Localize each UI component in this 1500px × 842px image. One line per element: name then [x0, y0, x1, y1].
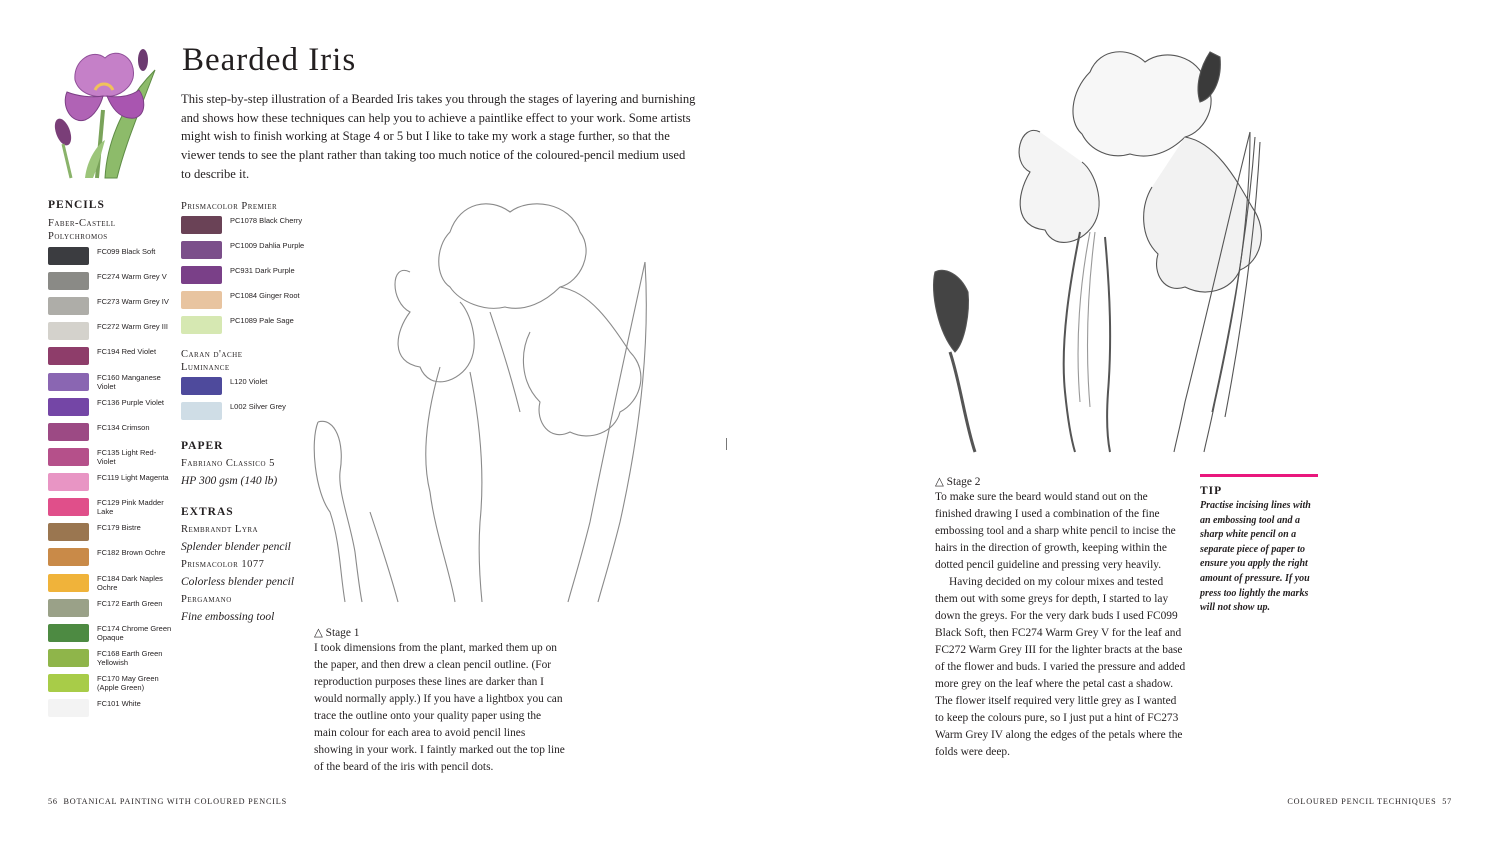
swatch-color [48, 398, 89, 416]
swatch-fc168 [48, 649, 172, 667]
swatch-label: FC184 Dark Naples Ochre [97, 574, 163, 592]
gutter-mark [726, 438, 727, 450]
swatch-fc184 [48, 574, 172, 592]
extras-product-3: Fine embossing tool [181, 611, 275, 623]
swatch-label: FC129 Pink Madder Lake [97, 498, 164, 516]
swatch-fc119 [48, 473, 172, 491]
swatch-color [48, 448, 89, 466]
swatch-label: FC174 Chrome Green Opaque [97, 624, 172, 642]
swatch-color [48, 574, 89, 592]
swatch-pc1078 [181, 216, 305, 234]
swatch-fc174 [48, 624, 172, 642]
swatch-fc099 [48, 247, 172, 265]
swatch-label: FC160 Manganese Violet [97, 373, 161, 391]
page-number-left: 56 [48, 797, 58, 806]
swatch-color [48, 272, 89, 290]
tip-text: Practise incising lines with an embossing tool and a sharp white pencil on a separate piece of paper to ensure you apply the right amount of pressure. If you press too lightly the marks will not show up. [1200, 500, 1311, 614]
swatch-fc101 [48, 699, 172, 717]
swatch-fc179 [48, 523, 172, 541]
footer-left [48, 797, 287, 806]
swatch-pc1084 [181, 291, 305, 309]
swatch-label: FC179 Bistre [97, 523, 141, 532]
swatch-label: FC273 Warm Grey IV [97, 297, 169, 306]
stage2-shaded-drawing [930, 42, 1280, 454]
swatch-color [48, 548, 89, 566]
swatch-color [181, 241, 222, 259]
chapter-title: COLOURED PENCIL TECHNIQUES [1287, 797, 1437, 806]
swatch-color [181, 266, 222, 284]
intro-paragraph: This step-by-step illustration of a Bearded Iris takes you through the stages of layering and burnishing and shows how these techniques can help you to achieve a paintlike effect to your work. Some artists might wish to finish working at Stage 4 or 5 but I like to take my work a stage further, so that the viewer tends to see the plant rather than taking too much notice of the coloured-pencil medium used to describe it. [181, 92, 696, 181]
swatch-color [48, 674, 89, 692]
swatch-fc134 [48, 423, 172, 441]
swatch-label: FC136 Purple Violet [97, 398, 164, 407]
pencils-heading: PENCILS [48, 199, 105, 211]
swatch-color [48, 247, 89, 265]
prismacolor-brand: Prismacolor Premier [181, 201, 278, 212]
swatch-color [48, 599, 89, 617]
swatch-label: FC101 White [97, 699, 141, 708]
stage1-text: I took dimensions from the plant, marked them up on the paper, and then drew a clean pencil outline. (For reproduction purposes these lines are darker than I would normally apply.) If you have a lightbox you can trace the outline onto your quality paper using the main colour for each area to avoid pencil lines showing in your work. I faintly marked out the top line of the beard of the iris with pencil dots. [314, 642, 565, 773]
swatch-label: PC931 Dark Purple [230, 266, 295, 275]
swatch-pc1089 [181, 316, 305, 334]
footer-right [1287, 797, 1452, 806]
book-title: BOTANICAL PAINTING WITH COLOURED PENCILS [63, 797, 287, 806]
swatch-pc1009 [181, 241, 305, 259]
swatch-label: FC272 Warm Grey III [97, 322, 168, 331]
tip-box [1200, 474, 1318, 616]
paper-heading: PAPER [181, 440, 224, 452]
paper-brand: Fabriano Classico 5 [181, 458, 275, 469]
stage2-caption: △ Stage 2 [935, 476, 981, 488]
swatch-color [48, 699, 89, 717]
swatch-label: PC1078 Black Cherry [230, 216, 303, 225]
tip-rule [1200, 474, 1318, 477]
swatch-label: FC099 Black Soft [97, 247, 156, 256]
swatch-label: PC1009 Dahlia Purple [230, 241, 305, 250]
swatch-color [48, 423, 89, 441]
swatch-fc182 [48, 548, 172, 566]
extras-brand-2: Prismacolor 1077 [181, 559, 265, 570]
stage2-paragraph-2: Having decided on my colour mixes and tested them out with some greys for depth, I started to lay down the greys. For the very dark buds I used FC099 Black Soft, then FC274 Warm Grey V for the leaf and FC272 Warm Grey III for the lighter bracts at the base of the flower and buds. I varied the pressure and added more grey on the leaf where the petal cast a shadow. The flower itself required very little grey as I wanted to keep the colours pure, so I just put a hint of FC273 Warm Grey IV along the edges of the petals where the folds were deep. [935, 576, 1186, 758]
extras-brand-1: Rembrandt Lyra [181, 524, 259, 535]
swatch-label: FC170 May Green (Apple Green) [97, 674, 159, 692]
swatch-fc170 [48, 674, 172, 692]
extras-brand-3: Pergamano [181, 594, 232, 605]
swatch-label: FC172 Earth Green [97, 599, 163, 608]
swatch-fc273 [48, 297, 172, 315]
swatch-fc274 [48, 272, 172, 290]
swatch-color [181, 216, 222, 234]
swatch-color [48, 523, 89, 541]
swatch-color [48, 649, 89, 667]
stage1-outline-drawing [310, 192, 690, 604]
swatch-label: FC168 Earth Green Yellowish [97, 649, 163, 667]
swatch-color [48, 347, 89, 365]
swatch-color [48, 498, 89, 516]
swatch-label: FC274 Warm Grey V [97, 272, 167, 281]
swatch-fc272 [48, 322, 172, 340]
faber-castell-brand: Faber-Castell Polychromos [48, 218, 116, 242]
swatch-color [48, 297, 89, 315]
page-title: Bearded Iris [182, 42, 357, 78]
tip-heading: TIP [1200, 485, 1223, 497]
swatch-color [181, 316, 222, 334]
swatch-label: FC134 Crimson [97, 423, 150, 432]
swatch-color [181, 402, 222, 420]
swatch-color [48, 322, 89, 340]
swatch-color [48, 373, 89, 391]
swatch-label: FC119 Light Magenta [97, 473, 169, 482]
swatch-label: L120 Violet [230, 377, 268, 386]
swatch-fc135 [48, 448, 172, 466]
swatch-label: FC194 Red Violet [97, 347, 157, 356]
swatch-color [48, 473, 89, 491]
swatch-color [181, 377, 222, 395]
swatch-color [48, 624, 89, 642]
swatch-fc172 [48, 599, 172, 617]
stage1-caption: △ Stage 1 [314, 627, 360, 639]
paper-detail: HP 300 gsm (140 lb) [181, 475, 278, 487]
extras-product-1: Splender blender pencil [181, 541, 291, 553]
swatch-l120 [181, 377, 305, 395]
stage2-paragraph-1: To make sure the beard would stand out on the finished drawing I used a combination of the fine embossing tool and a sharp white pencil to incise the hairs in the direction of growth, keeping within the dotted pencil guideline and pressing very heavily. [935, 491, 1176, 571]
extras-product-2: Colorless blender pencil [181, 576, 295, 588]
swatch-label: PC1084 Ginger Root [230, 291, 300, 300]
swatch-color [181, 291, 222, 309]
iris-color-thumbnail [45, 40, 170, 180]
stage2-text [935, 489, 1187, 761]
caran-dache-brand: Caran d'ache Luminance [181, 349, 243, 373]
swatch-l002 [181, 402, 305, 420]
swatch-fc136 [48, 398, 172, 416]
swatch-label: L002 Silver Grey [230, 402, 286, 411]
swatch-fc194 [48, 347, 172, 365]
swatch-fc160 [48, 373, 172, 391]
swatch-pc931 [181, 266, 305, 284]
swatch-label: PC1089 Pale Sage [230, 316, 294, 325]
swatch-label: FC182 Brown Ochre [97, 548, 166, 557]
page-number-right: 57 [1442, 797, 1452, 806]
swatch-label: FC135 Light Red-Violet [97, 448, 157, 466]
extras-heading: EXTRAS [181, 506, 234, 518]
swatch-fc129 [48, 498, 172, 516]
